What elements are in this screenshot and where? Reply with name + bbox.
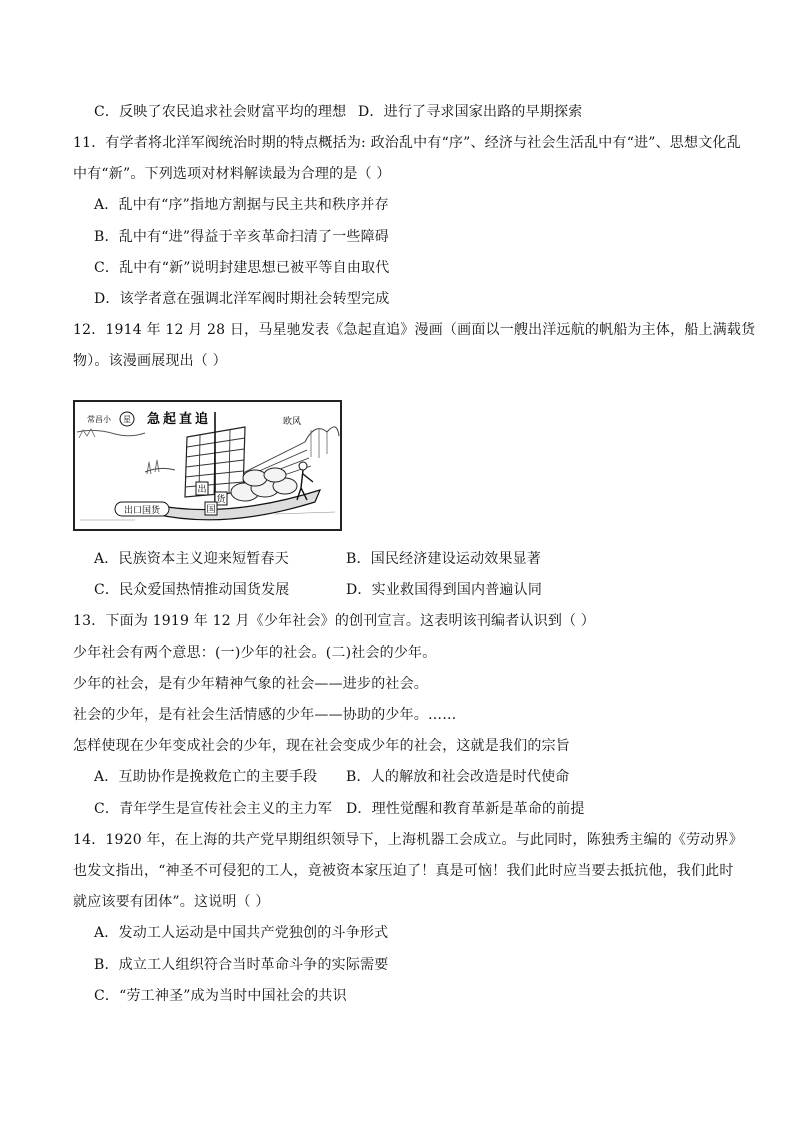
cartoon-goods-label-2: 货 [216,495,226,505]
cartoon-title: 急起直追 [147,412,212,427]
q13-option-a: A．互助协作是挽救危亡的主要手段 [94,769,318,785]
cartoon-goods-label-3: 国 [206,505,216,515]
q14-option-b: B．成立工人组织符合当时革命斗争的实际需要 [94,957,389,973]
q12-stem-line2: 物）。该漫画展现出（ ） [73,353,227,369]
cartoon-signature: 星 [123,415,131,424]
cartoon-flag-label: 出口国货 [123,506,161,516]
q11-option-d: D．该学者意在强调北洋军阀时期社会转型完成 [94,291,390,307]
q13-material-line1: 少年社会有两个意思：(一)少年的社会。(二)社会的少年。 [73,645,437,661]
q10-option-c: C．反映了农民追求社会财富平均的理想 [94,104,347,120]
q13-option-c: C．青年学生是宣传社会主义的主力军 [94,801,333,817]
q13-option-d: D．理性觉醒和教育革新是革命的前提 [346,801,585,817]
q14-option-a: A．发动工人运动是中国共产党独创的斗争形式 [94,925,389,941]
q14-stem-line1: 14．1920 年，在上海的共产党早期组织领导下，上海机器工会成立。与此同时，陈独秀主编的《劳动界》 [73,832,743,848]
q11-stem-line2: 中有“新”。下列选项对材料解读最为合理的是（ ） [73,166,391,182]
q12-cartoon-image [73,400,342,531]
q13-material-line3: 社会的少年，是有社会生活情感的少年——协助的少年。…… [73,707,457,723]
cartoon-author-mark: 常昌小 [87,415,111,424]
q11-option-c: C．乱中有“新”说明封建思想已被平等自由取代 [94,260,390,276]
q13-material-line4: 怎样使现在少年变成社会的少年，现在社会变成少年的社会，这就是我们的宗旨 [73,738,570,754]
q11-stem-line1: 11．有学者将北洋军阀统治时期的特点概括为: 政治乱中有“序”、经济与社会生活乱中有“进”、思想文化乱 [73,135,741,151]
q13-material-line2: 少年的社会，是有少年精神气象的社会——进步的社会。 [73,676,428,692]
q12-option-c: C．民众爱国热情推动国货发展 [94,582,290,598]
q12-option-b: B．国民经济建设运动效果显著 [346,551,542,567]
q13-stem: 13．下面为 1919 年 12 月《少年社会》的创刊宣言。这表明该刊编者认识到（ ） [73,613,596,629]
q11-option-b: B．乱中有“进”得益于辛亥革命扫清了一些障碍 [94,229,390,245]
q13-option-b: B．人的解放和社会改造是时代使命 [346,769,570,785]
q12-option-a: A．民族资本主义迎来短暂春天 [94,551,289,567]
q12-option-d: D．实业救国得到国内普遍认同 [346,582,543,598]
cartoon-wind-label: 欧风 [283,417,302,427]
q10-option-d: D．进行了寻求国家出路的早期探索 [358,104,583,120]
cartoon-goods-label-1: 出 [197,485,207,495]
q11-option-a: A．乱中有“序”指地方割据与民主共和秩序并存 [94,197,389,213]
q14-option-c: C．“劳工神圣”成为当时中国社会的共识 [94,988,347,1004]
q12-stem-line1: 12．1914 年 12 月 28 日，马星驰发表《急起直追》漫画（画面以一艘出洋远航的帆船为主体，船上满载货 [73,322,756,338]
q14-stem-line3: 就应该要有团体”。这说明（ ） [73,894,270,910]
q14-stem-line2: 也发文指出，“神圣不可侵犯的工人，竟被资本家压迫了！真是可恼！我们此时应当要去抵抗他，我们此时 [73,863,734,879]
